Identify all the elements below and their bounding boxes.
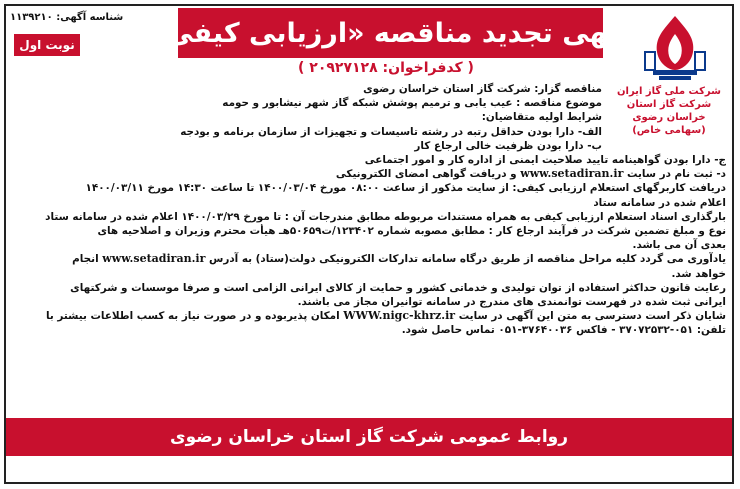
tender-details-lower <box>12 153 726 338</box>
tender-details-upper <box>12 82 602 153</box>
condition-b: ب- دارا بودن ظرفیت خالی ارجاع کار <box>414 139 602 152</box>
law-line-2: ایرانی ثبت شده در فهرست توانمندی های مندرج در سامانه توانیران مجاز می باشند. <box>297 296 726 309</box>
guarantee-line: نوع و مبلغ تضمین شرکت در فرآیند ارجاع کار : مطابق مصوبه شماره ۱۲۳۴۰۲/ت۵۰۶۵۹هـ هیأت محترم وزیران و اصلاحیه های <box>97 225 726 238</box>
turn-badge: نوبت اول <box>14 34 80 56</box>
condition-d <box>12 167 726 181</box>
contact-line: تلفن: ۰۵۱-۳۷۰۷۲۵۳۲ - فاکس ۳۷۶۴۰۰۳۶-۰۵۱ تماس حاصل شود. <box>401 324 726 337</box>
tender-code: ( کدفراخوان: ۲۰۹۲۷۱۲۸ ) <box>298 60 474 76</box>
guarantee-line-2: بعدی آن می باشد. <box>632 239 726 252</box>
reminder-text: یادآوری می گردد کلیه مراحل مناقصه از طریق درگاه سامانه تدارکات الکترونیکی دولت(ستاد) به آدرس <box>209 253 726 266</box>
ad-number: شناسه آگهی: ۱۱۳۹۲۱۰ <box>10 12 124 23</box>
bottom-strip <box>6 456 732 482</box>
website-text: شایان ذکر است دسترسی به متن این آگهی در سایت <box>458 310 726 323</box>
nigc-link[interactable]: WWW.nigc-khrz.ir <box>343 309 456 323</box>
forms-download-line-2: اعلام شده در سامانه ستاد <box>593 196 726 209</box>
reminder-line-2: خواهد شد. <box>671 267 726 280</box>
conditions-heading: شرایط اولیه متقاضیان: <box>481 111 602 124</box>
footer-title: روابط عمومی شرکت گاز استان خراسان رضوی <box>6 418 732 456</box>
condition-c: ج- دارا بودن گواهینامه تایید صلاحیت ایمنی از اداره کار و امور اجتماعی <box>364 154 726 166</box>
gas-flame-logo-icon <box>625 12 725 84</box>
logo-caption <box>606 85 732 137</box>
forms-download-line: دریافت کاربرگهای استعلام ارزیابی کیفی: از سایت مذکور از ساعت ۰۸:۰۰ مورخ ۱۴۰۰/۰۳/۰۴ تا ساعت ۱۴:۳۰ مورخ ۱۴۰۰/۰۳/۱۱ <box>85 182 726 195</box>
condition-d-text-2: و دریافت گواهی امضای الکترونیکی <box>335 168 517 181</box>
condition-d-text: د- ثبت نام در سایت <box>626 168 726 181</box>
page-title: آگهی تجدید مناقصه «ارزیابی کیفی» <box>178 8 603 58</box>
website-text-2: امکان پذیربوده و در صورت نیاز به کسب اطلاعات بیشتر با <box>46 310 340 323</box>
setad-link-2[interactable]: www.setadiran.ir <box>102 252 206 266</box>
upload-line: بارگذاری اسناد استعلام ارزیابی کیفی به همراه مستندات مربوطه مطابق مندرجات آن : تا مورخ ۱۴۰۰/۰۳/۲۹ اعلام شده در سامانه ستاد <box>45 210 726 223</box>
reminder-text-2: انجام <box>72 253 99 266</box>
logo-caption-line1: شرکت ملی گاز ایران <box>617 86 721 97</box>
logo-caption-line3: (سهامی خاص) <box>632 125 706 136</box>
tenderer-line: مناقصه گزار: شرکت گاز استان خراسان رضوی <box>363 83 602 95</box>
setad-link[interactable]: www.setadiran.ir <box>520 167 624 181</box>
website-line <box>12 309 726 323</box>
logo-caption-line2: شرکت گاز استان خراسان رضوی <box>626 99 712 123</box>
law-line: رعایت قانون حداکثر استفاده از توان تولیدی و خدماتی کشور و حمایت از کالای ایرانی الزامی است و صرفا موسسات و شرکتهای <box>70 281 726 294</box>
condition-a: الف- دارا بودن حداقل رتبه در رشته تاسیسات و تجهیزات از سازمان برنامه و بودجه <box>180 125 602 138</box>
subject-line: موضوع مناقصه : عیب یابی و ترمیم پوشش شبکه گاز شهر نیشابور و حومه <box>222 97 602 110</box>
reminder-line <box>12 252 726 266</box>
